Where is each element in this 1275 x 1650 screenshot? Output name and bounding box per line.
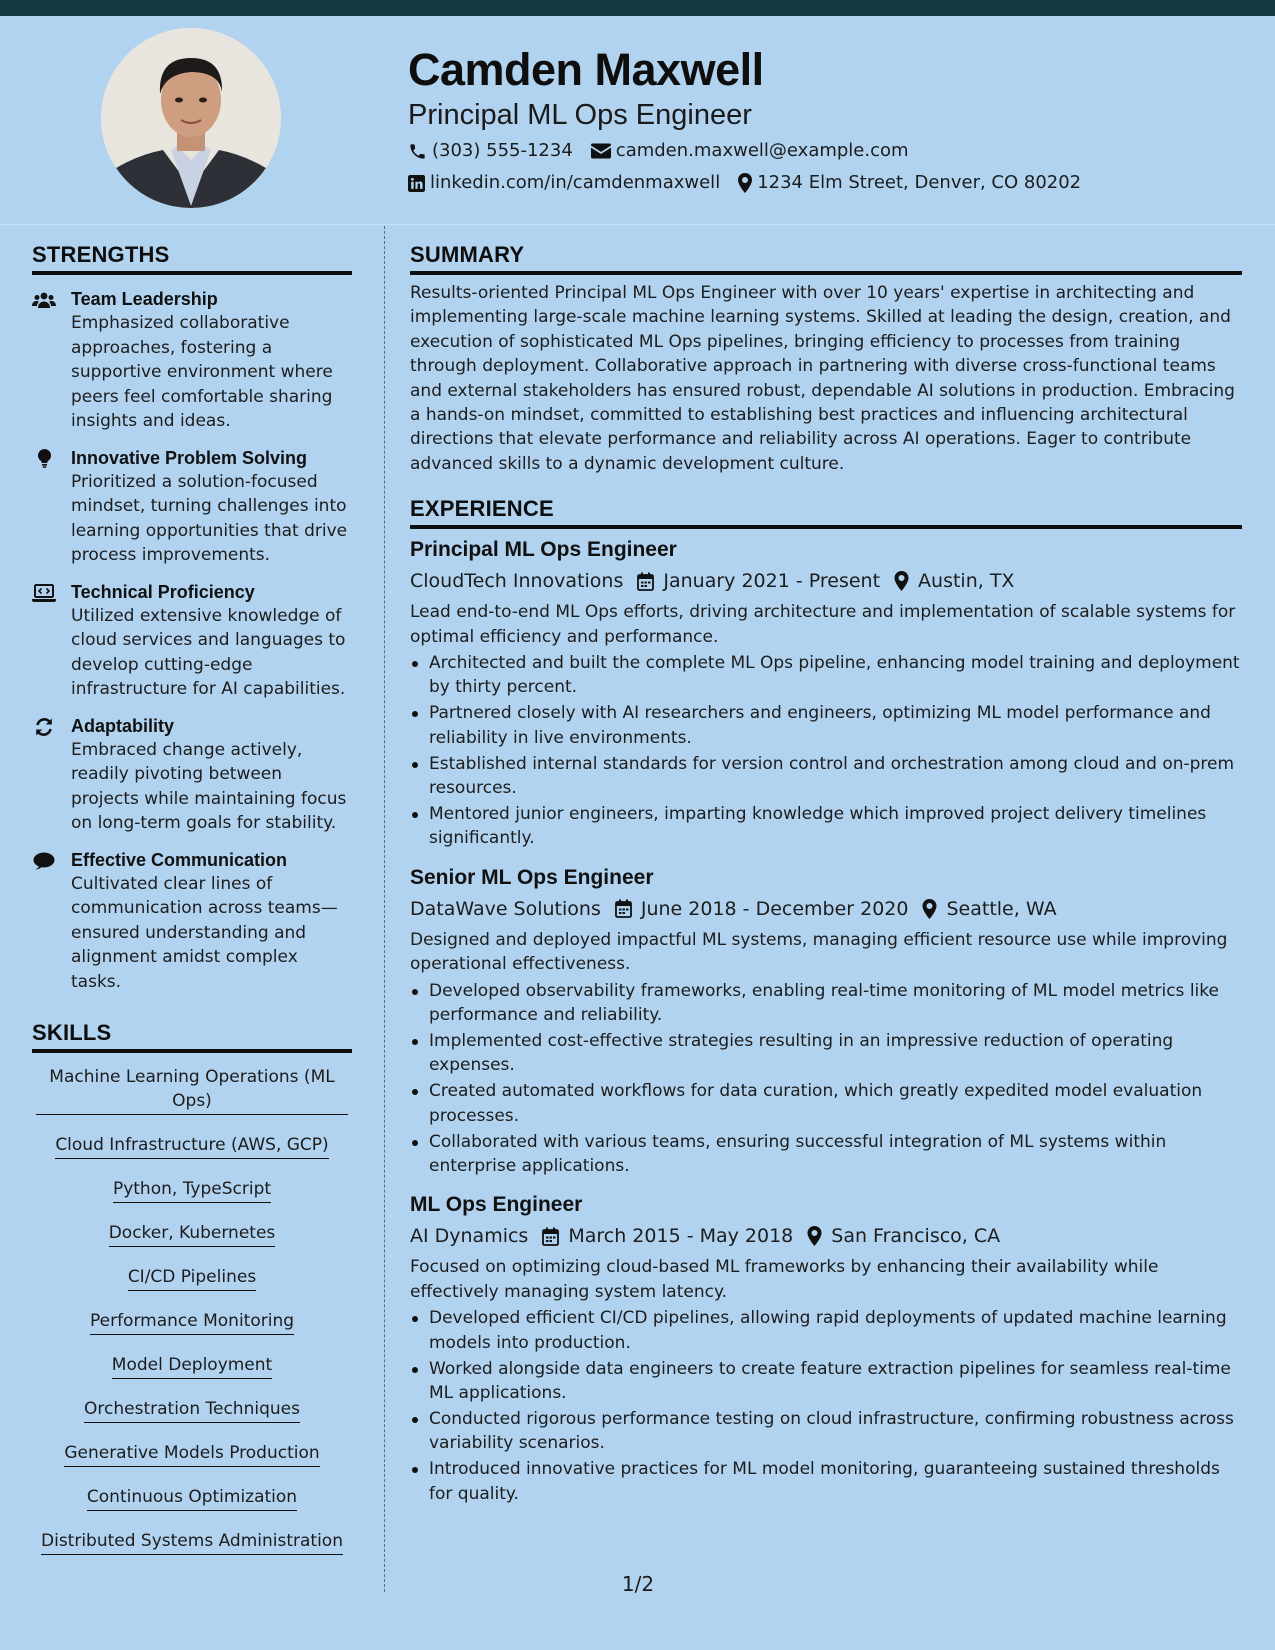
page-number: 1/2 bbox=[621, 1572, 655, 1596]
strength-desc: Embraced change actively, readily pivoting between projects while maintaining focus on long-term goals for stability. bbox=[71, 739, 347, 833]
experience-heading: EXPERIENCE bbox=[410, 494, 1242, 529]
strength-name: Innovative Problem Solving bbox=[71, 447, 308, 468]
linkedin-text[interactable]: linkedin.com/in/camdenmaxwell bbox=[430, 172, 721, 193]
skill-item: Distributed Systems Administration bbox=[41, 1529, 343, 1555]
job-bullets bbox=[410, 979, 1242, 1179]
skill-item: Generative Models Production bbox=[64, 1441, 319, 1467]
job-description: Designed and deployed impactful ML systems, managing efficient resource use while improving operational effectiveness. bbox=[410, 929, 1228, 975]
strength-name: Adaptability bbox=[71, 715, 175, 736]
strength-desc: Utilized extensive knowledge of cloud services and languages to develop cutting-edge infrastructure for AI capabilities. bbox=[71, 605, 346, 699]
job-dates bbox=[542, 1221, 793, 1251]
skill-item: Machine Learning Operations (ML Ops) bbox=[36, 1065, 348, 1115]
skill-item: Orchestration Techniques bbox=[84, 1397, 300, 1423]
map-marker-icon bbox=[922, 899, 937, 919]
job-title: ML Ops Engineer bbox=[410, 1193, 583, 1217]
job-bullet: Developed observability frameworks, enabling real-time monitoring of ML model metrics like performance and reliability. bbox=[410, 979, 1242, 1028]
column-divider bbox=[384, 226, 385, 1592]
left-column bbox=[32, 240, 352, 1573]
address-text: 1234 Elm Street, Denver, CO 80202 bbox=[757, 172, 1082, 193]
job-bullet: Architected and built the complete ML Ops pipeline, enhancing model training and deployment by thirty percent. bbox=[410, 651, 1242, 700]
job-description: Lead end-to-end ML Ops efforts, driving architecture and implementation of scalable systems for optimal efficiency and performance. bbox=[410, 602, 1236, 647]
job-title: Principal ML Ops Engineer bbox=[410, 538, 677, 562]
job-location bbox=[894, 566, 1014, 596]
skill-item: Cloud Infrastructure (AWS, GCP) bbox=[55, 1133, 328, 1159]
strength-name: Effective Communication bbox=[71, 849, 288, 870]
envelope-icon bbox=[591, 143, 611, 159]
header-divider bbox=[0, 224, 1275, 225]
job-dates-text: January 2021 - Present bbox=[663, 570, 881, 593]
top-bar bbox=[0, 0, 1275, 16]
job-location-text: San Francisco, CA bbox=[831, 1225, 1001, 1248]
contact-row-2 bbox=[408, 168, 1228, 198]
job-entry bbox=[410, 863, 1242, 1179]
skill-item: Performance Monitoring bbox=[90, 1309, 294, 1335]
calendar-icon bbox=[637, 572, 654, 591]
job-entry bbox=[410, 535, 1242, 851]
job-bullet: Established internal standards for version control and orchestration among cloud and on-prem resources. bbox=[410, 752, 1242, 801]
summary-text: Results-oriented Principal ML Ops Engineer with over 10 years' expertise in architecting and implementing large-scale machine learning systems. Skilled at leading the design, creation, and execution of sophisticated ML Ops pipelines, bringing efficiency to processes from training through deployment. Collaborative approach in partnering with diverse cross-functional teams and external stakeholders has ensured robust, dependable AI solutions in production. Embracing a hands-on mindset, committed to establishing best practices and influencing architectural directions that elevate performance and reliability across AI operations. Eager to contribute advanced skills to a dynamic development culture. bbox=[410, 283, 1235, 474]
job-bullet: Collaborated with various teams, ensuring successful integration of ML systems within enterprise applications. bbox=[410, 1130, 1242, 1179]
contact-address bbox=[738, 168, 1081, 198]
strength-desc: Cultivated clear lines of communication across teams—ensured understanding and alignment amidst complex tasks. bbox=[71, 873, 338, 992]
resume-header bbox=[408, 40, 1228, 198]
laptop-code-icon bbox=[32, 583, 56, 603]
job-bullet: Worked alongside data engineers to create feature extraction pipelines for seamless real-time ML applications. bbox=[410, 1357, 1242, 1406]
job-dates-text: March 2015 - May 2018 bbox=[568, 1225, 794, 1248]
strength-name: Team Leadership bbox=[71, 289, 218, 309]
strength-item bbox=[32, 446, 352, 568]
candidate-name: Camden Maxwell bbox=[408, 44, 764, 95]
strengths-heading: STRENGTHS bbox=[32, 240, 352, 275]
job-dates bbox=[637, 566, 880, 596]
skill-item: CI/CD Pipelines bbox=[128, 1265, 256, 1291]
contact-email[interactable] bbox=[591, 136, 909, 166]
comment-icon bbox=[32, 851, 56, 871]
job-meta bbox=[410, 566, 1242, 596]
strength-desc: Prioritized a solution-focused mindset, turning challenges into learning opportunities that drive process improvements. bbox=[71, 471, 348, 565]
strength-desc: Emphasized collaborative approaches, fostering a supportive environment where peers feel comfortable sharing insights and ideas. bbox=[71, 313, 333, 431]
job-bullet: Mentored junior engineers, imparting knowledge which improved project delivery timelines significantly. bbox=[410, 802, 1242, 851]
strength-item bbox=[32, 287, 352, 434]
email-text[interactable]: camden.maxwell@example.com bbox=[615, 140, 909, 161]
job-bullet: Implemented cost-effective strategies resulting in an impressive reduction of operating expenses. bbox=[410, 1029, 1242, 1078]
job-bullet: Developed efficient CI/CD pipelines, allowing rapid deployments of updated machine learning models into production. bbox=[410, 1306, 1242, 1355]
right-column bbox=[410, 240, 1242, 1507]
job-dates-text: June 2018 - December 2020 bbox=[640, 897, 909, 920]
job-meta bbox=[410, 1221, 1242, 1251]
map-marker-icon bbox=[738, 173, 752, 193]
job-location bbox=[922, 894, 1056, 924]
strengths-list bbox=[32, 287, 352, 994]
strength-item bbox=[32, 714, 352, 836]
summary-heading: SUMMARY bbox=[410, 240, 1242, 275]
profile-photo bbox=[101, 28, 281, 208]
strength-name: Technical Proficiency bbox=[71, 581, 255, 602]
job-company: CloudTech Innovations bbox=[410, 570, 624, 593]
job-description: Focused on optimizing cloud-based ML frameworks by enhancing their availability while effectively managing system latency. bbox=[410, 1257, 1159, 1302]
skills-list bbox=[32, 1065, 352, 1555]
skill-item: Docker, Kubernetes bbox=[109, 1221, 276, 1247]
job-bullets bbox=[410, 1306, 1242, 1506]
job-dates bbox=[615, 894, 909, 924]
skill-item: Continuous Optimization bbox=[87, 1485, 297, 1511]
phone-icon bbox=[408, 142, 427, 161]
phone-text: (303) 555-1234 bbox=[432, 140, 573, 161]
job-title: Senior ML Ops Engineer bbox=[410, 865, 654, 889]
candidate-title: Principal ML Ops Engineer bbox=[408, 99, 752, 131]
contact-phone bbox=[408, 136, 573, 166]
lightbulb-icon bbox=[32, 449, 56, 469]
strength-item bbox=[32, 580, 352, 702]
calendar-icon bbox=[542, 1227, 559, 1246]
map-marker-icon bbox=[807, 1226, 822, 1246]
job-bullet: Introduced innovative practices for ML model monitoring, guaranteeing sustained thresholds for quality. bbox=[410, 1457, 1242, 1506]
job-meta bbox=[410, 894, 1242, 924]
map-marker-icon bbox=[894, 571, 909, 591]
job-bullet: Conducted rigorous performance testing on cloud infrastructure, confirming robustness across variability scenarios. bbox=[410, 1407, 1242, 1456]
job-bullets bbox=[410, 651, 1242, 851]
job-entry bbox=[410, 1190, 1242, 1506]
strength-item bbox=[32, 848, 352, 995]
contact-linkedin[interactable] bbox=[408, 168, 720, 198]
job-company: AI Dynamics bbox=[410, 1225, 529, 1248]
skill-item: Python, TypeScript bbox=[113, 1177, 271, 1203]
job-company: DataWave Solutions bbox=[410, 897, 601, 920]
sync-icon bbox=[32, 717, 56, 737]
job-location-text: Austin, TX bbox=[918, 570, 1015, 593]
job-bullet: Partnered closely with AI researchers and engineers, optimizing ML model performance and reliability in live environments. bbox=[410, 701, 1242, 750]
contact-row-1 bbox=[408, 136, 1228, 166]
calendar-icon bbox=[615, 899, 632, 918]
skills-heading: SKILLS bbox=[32, 1018, 352, 1053]
job-location-text: Seattle, WA bbox=[946, 897, 1057, 920]
job-location bbox=[807, 1221, 1000, 1251]
users-icon bbox=[32, 290, 56, 310]
skill-item: Model Deployment bbox=[112, 1353, 272, 1379]
linkedin-icon bbox=[408, 175, 425, 192]
job-bullet: Created automated workflows for data curation, which greatly expedited model evaluation processes. bbox=[410, 1079, 1242, 1128]
